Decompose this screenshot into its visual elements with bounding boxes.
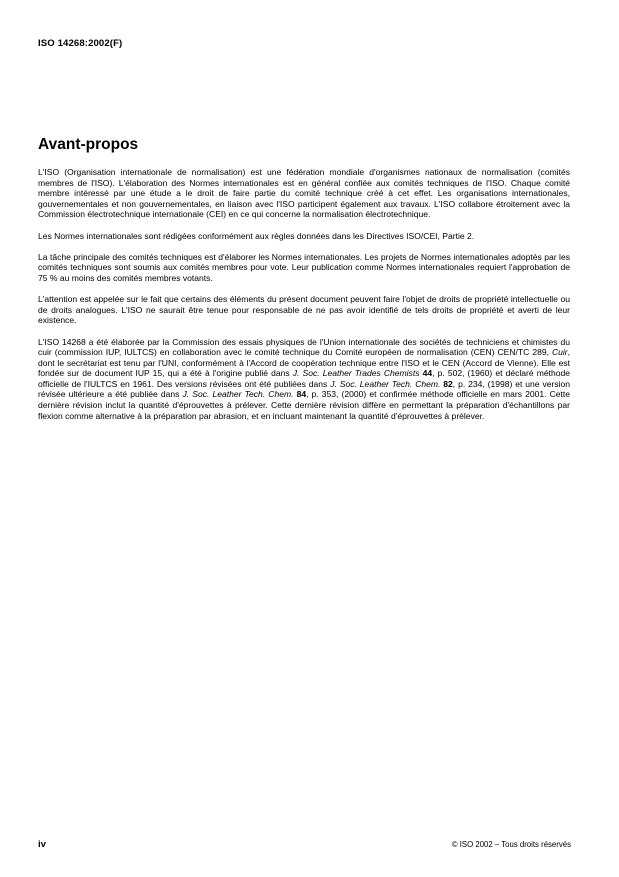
history-text: , p. 353, (2000) et confirmée méthode officielle en mars 2001. Cette dernière révision inclut la quantité d'éprouvettes à prélever. Cette dernière révision diffère en permettant la préparation d'échantillons par flexion comme alternative à la préparation par abrasion, et en incluant maintenant la quantité d'éprouvettes à prélever. — [38, 389, 570, 421]
document-body — [38, 167, 570, 421]
paragraph-iso-intro: L'ISO (Organisation internationale de normalisation) est une fédération mondiale d'organismes nationaux de normalisation (comités membres de l'ISO). L'élaboration des Normes internationales est en général confiée aux comités techniques de l'ISO. Chaque comité membre intéressé par une étude a le droit de faire partie du comité technique créé à cet effet. Les organisations internationales, gouvernementales et non gouvernementales, en liaison avec l'ISO participent également aux travaux. L'ISO collabore étroitement avec la Commission électrotechnique internationale (CEI) en ce qui concerne la normalisation électrotechnique. — [38, 167, 570, 220]
history-text: , dont le secrétariat est tenu par l'UNI, conformément à l'Accord de coopération technique entre l'ISO et le CEN (Accord de Vienne). Elle est fondée sur de document IUP 15, qui a été à l'origine publié dans — [38, 347, 570, 379]
copyright-notice: © ISO 2002 – Tous droits réservés — [451, 840, 571, 849]
volume-number: 84 — [296, 389, 307, 400]
history-text: , p. 234, (1998) et une version révisée ultérieure a été publiée dans — [38, 378, 570, 400]
paragraph-patent-rights: L'attention est appelée sur le fait que certains des éléments du présent document peuvent faire l'objet de droits de propriété intellectuelle ou de droits analogues. L'ISO ne saurait être tenue pour responsable de ne pas avoir identifié de tels droits de propriété et averti de leur existence. — [38, 294, 570, 326]
history-text: , p. 502, (1960) et déclaré méthode officielle de l'IULTCS en 1961. Des versions révisées ont été publiées dans — [38, 368, 571, 389]
journal-title: J. Soc. Leather Tech. Chem. — [182, 389, 294, 400]
history-text: L'ISO 14268 a été élaborée par la Commission des essais physiques de l'Union internationale des sociétés de techniciens et chimistes du cuir (commission IUP, IULTCS) en collaboration avec le comité technique du Comité européen de normalisation (CEN) CEN/TC 289, — [38, 336, 570, 358]
paragraph-technical-committees: La tâche principale des comités techniques est d'élaborer les Normes internationales. Les projets de Normes internationales adoptés par les comités techniques sont soumis aux comités membres pour vote. Leur publication comme Normes internationales requiert l'approbation de 75 % au moins des comités membres votants. — [38, 251, 570, 283]
volume-number: 82 — [443, 378, 453, 389]
committee-name: Cuir — [551, 347, 568, 358]
volume-number: 44 — [422, 368, 433, 379]
page-number: iv — [38, 839, 47, 850]
document-identifier: ISO 14268:2002(F) — [38, 38, 123, 49]
journal-title: J. Soc. Leather Trades Chemists — [292, 368, 420, 379]
paragraph-directives: Les Normes internationales sont rédigées conformément aux règles données dans les Directives ISO/CEI, Partie 2. — [38, 230, 475, 241]
journal-title: J. Soc. Leather Tech. Chem. — [330, 378, 441, 389]
paragraph-standard-history — [38, 337, 570, 422]
section-title: Avant-propos — [38, 136, 139, 153]
